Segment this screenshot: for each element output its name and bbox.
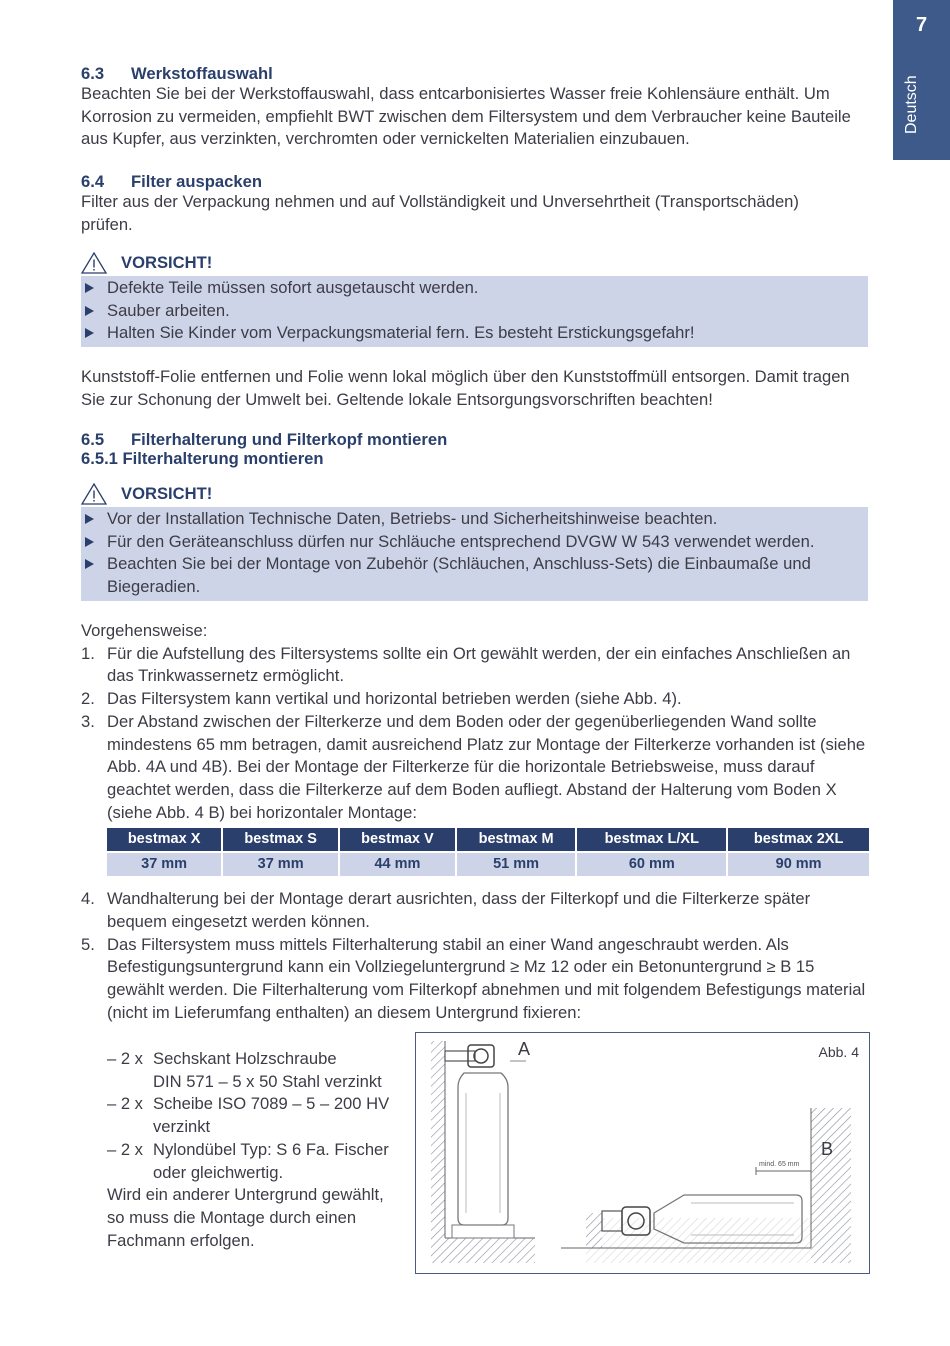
warning-item: Vor der Installation Technische Daten, Betriebs- und Sicherheitshinweise beachten. [81, 508, 868, 531]
table-header: bestmax L/XL [576, 828, 727, 852]
warning-item: Sauber arbeiten. [81, 300, 868, 323]
warning-item: Defekte Teile müssen sofort ausgetauscht werden. [81, 277, 868, 300]
language-label: Deutsch [903, 75, 920, 134]
warning-box [81, 276, 868, 347]
materials-list [107, 1048, 389, 1252]
procedure [81, 620, 871, 1025]
procedure-step: 5. Das Filtersystem muss mittels Filterhalterung stabil an einer Wand angeschraubt werden. Als Befestigungsuntergrund kann ein Vollziegeluntergrund ≥ Mz 12 oder ein Betonuntergrund ≥ B 15 gewählt werden. Die Filterhalterung vom Filterkopf abnehmen und mit folgendem Befestigungs material (nicht im Lieferumfang enthalten) an diesem Untergrund fixieren: [81, 934, 866, 1022]
table-header: bestmax S [222, 828, 339, 852]
table-header-row [107, 828, 869, 852]
warning-heading: VORSICHT! [81, 481, 871, 507]
section-text: Filter aus der Verpackung nehmen und auf Vollständigkeit und Unversehrtheit (Transportschäden) prüfen. [81, 192, 799, 234]
figure-label-a: A [518, 1039, 531, 1059]
list-item: – 2 x Sechskant Holzschraube DIN 571 – 5 x 50 Stahl verzinkt [107, 1049, 382, 1091]
table-header: bestmax 2XL [727, 828, 869, 852]
figure-caption: Abb. 4 [818, 1044, 859, 1060]
procedure-step: 2. Das Filtersystem kann vertikal und horizontal betrieben werden (siehe Abb. 4). [81, 689, 682, 709]
table-cell: 90 mm [727, 852, 869, 876]
table-cell: 37 mm [222, 852, 339, 876]
warning-box [81, 507, 868, 601]
warning-item: Beachten Sie bei der Montage von Zubehör (Schläuchen, Anschluss-Sets) die Einbaumaße und Biegeradien. [81, 553, 859, 598]
table-header: bestmax M [456, 828, 577, 852]
warning-triangle-icon [81, 483, 107, 505]
list-item: – 2 x Scheibe ISO 7089 – 5 – 200 HV verzinkt [107, 1094, 390, 1137]
closing-text: Wird ein anderer Untergrund gewählt, so muss die Montage durch einen Fachmann erfolgen. [107, 1185, 384, 1250]
section-heading: 6.5 Filterhalterung und Filterkopf montieren [81, 430, 448, 449]
page-number: 7 [915, 14, 928, 36]
table-header: bestmax V [339, 828, 456, 852]
table-row [107, 852, 869, 876]
table-cell: 44 mm [339, 852, 456, 876]
installation-figure [415, 1032, 870, 1274]
warning-heading: VORSICHT! [81, 250, 871, 276]
section-text: Beachten Sie bei der Werkstoffauswahl, dass entcarbonisiertes Wasser freie Kohlensäure enthält. Um Korrosion zu vermeiden, empfiehlt BWT zwischen dem Filtersystem und dem Verbraucher keine Bauteile aus Kupfer, aus verzinkten, verchromten oder vernickelten Materialien einzubauen. [81, 84, 851, 149]
procedure-step: 4. Wandhalterung bei der Montage derart ausrichten, dass der Filterkopf und die Filterkerze später bequem eingesetzt werden können. [81, 889, 811, 932]
table-cell: 37 mm [107, 852, 222, 876]
figure-drawing [416, 1033, 869, 1273]
table-cell: 60 mm [576, 852, 727, 876]
warning-triangle-icon [81, 252, 107, 274]
table-header: bestmax X [107, 828, 222, 852]
dimension-label: mind. 65 mm [759, 1161, 800, 1168]
procedure-label: Vorgehensweise: [81, 621, 208, 640]
procedure-step: 1. Für die Aufstellung des Filtersystems sollte ein Ort gewählt werden, der ein einfaches Anschließen an das Trinkwassernetz ermöglicht. [81, 643, 851, 686]
disposal-text: Kunststoff-Folie entfernen und Folie wenn lokal möglich über den Kunststoffmüll entsorgen. Damit tragen Sie zur Schonung der Umwelt bei. Geltende lokale Entsorgungsvorschriften beachten! [81, 367, 850, 409]
section-6-3 [81, 64, 871, 151]
warning-block-2 [81, 481, 871, 601]
subsection-heading: 6.5.1 Filterhalterung montieren [81, 449, 324, 468]
dimension-table [107, 828, 869, 876]
section-heading: 6.3 Werkstoffauswahl [81, 64, 273, 83]
warning-item: Halten Sie Kinder vom Verpackungsmaterial fern. Es besteht Erstickungsgefahr! [81, 322, 868, 345]
list-item: – 2 x Nylondübel Typ: S 6 Fa. Fischer oder gleichwertig. [107, 1139, 389, 1182]
language-tab [893, 0, 950, 160]
figure-label-b: B [821, 1139, 834, 1159]
section-6-4 [81, 172, 871, 236]
section-heading: 6.4 Filter auspacken [81, 172, 262, 191]
warning-block-1 [81, 250, 871, 347]
table-cell: 51 mm [456, 852, 577, 876]
procedure-step: 3. Der Abstand zwischen der Filterkerze und dem Boden oder der gegenüberliegenden Wand sollte mindestens 65 mm betragen, damit ausreichend Platz zur Montage der Filterkerze vorhanden ist (siehe Abb. 4A und 4B). Bei der Montage der Filterkerze für die horizontale Betriebsweise, muss darauf geachtet werden, dass die Filterkerze auf dem Boden aufliegt. Abstand der Halterung vom Boden X (siehe Abb. 4 B) bei horizontaler Montage: [81, 711, 866, 822]
section-6-5 [81, 430, 871, 468]
warning-item: Für den Geräteanschluss dürfen nur Schläuche entsprechend DVGW W 543 verwendet werden. [81, 531, 868, 554]
